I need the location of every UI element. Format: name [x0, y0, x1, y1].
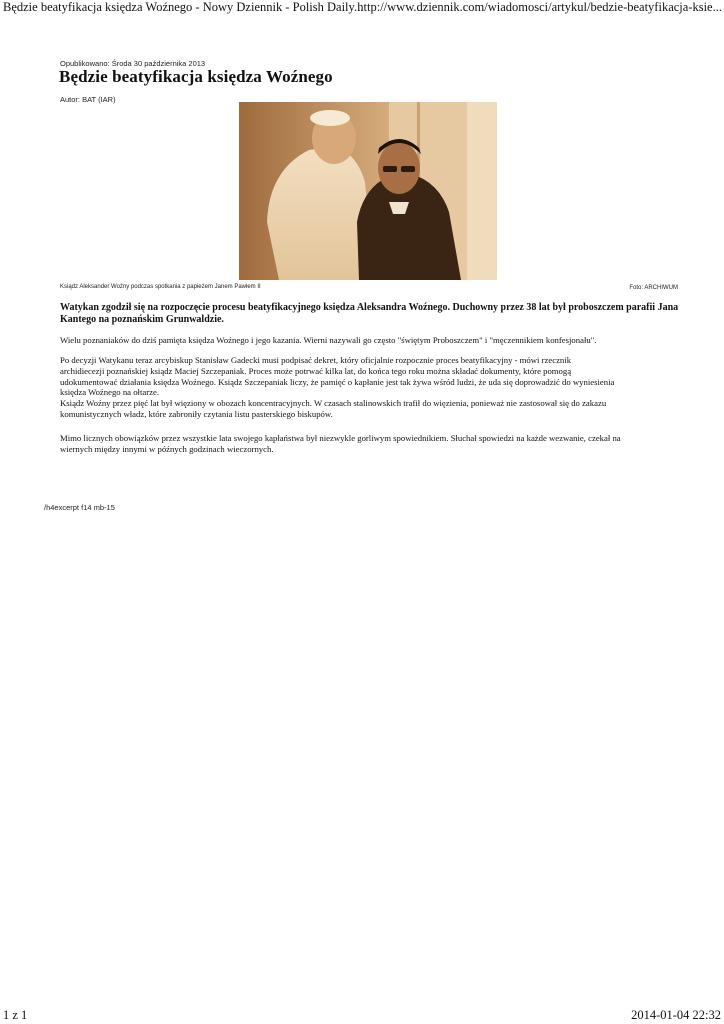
article-photo	[239, 102, 497, 280]
print-header-url[interactable]: http://www.dziennik.com/wiadomosci/artykul/bedzie-beatyfikacja-ksie...	[357, 0, 722, 14]
paragraph-line: Wielu poznaniaków do dziś pamięta księdza Woźnego i jego kazania. Wierni nazywali go często "świętym Proboszczem" i "męczennikiem konfesjonału".	[60, 335, 597, 345]
paragraph-line: wiernych między innymi w późnych godzinach wieczornych.	[60, 443, 274, 454]
print-footer-datetime: 2014-01-04 22:32	[631, 1008, 721, 1022]
article-paragraph-2	[60, 355, 690, 420]
paragraph-line: księdza Woźnego na ołtarze.	[60, 387, 160, 398]
article-author: Autor: BAT (IAR)	[60, 95, 116, 104]
paragraph-line: komunistycznych władz, które zabroniły czytania listu pasterskiego biskupów.	[60, 408, 333, 419]
article-lead: Watykan zgodził się na rozpoczęcie procesu beatyfikacyjnego księdza Aleksandra Woźnego. Duchowny przez 38 lat był proboszczem parafii Jana Kantego na poznańskim Grunwaldzie.	[60, 302, 679, 325]
print-footer-page-number: 1 z 1	[3, 1008, 28, 1022]
paragraph-line: udokumentować działania księdza Woźnego. Ksiądz Szczepaniak liczy, że pamięć o kapłanie jest tak żywa wśród ludzi, że uda się doprowadzić do wyniesienia	[60, 376, 615, 387]
paragraph-line: Mimo licznych obowiązków przez wszystkie lata swojego kapłaństwa był niezwykle gorliwym spowiednikiem. Słuchał spowiedzi na każde wezwanie, czekał na	[60, 433, 621, 443]
paragraph-line: Ksiądz Woźny przez pięć lat był więziony w obozach koncentracyjnych. W czasach stalinowskich trafił do więzienia, ponieważ nie zastosował się do zakazu	[60, 398, 607, 409]
print-header-page-title: Będzie beatyfikacja księdza Woźnego - Nowy Dziennik - Polish Daily...	[3, 0, 364, 14]
published-date: Opublikowano: Środa 30 października 2013	[60, 59, 206, 68]
article-paragraph-1	[60, 335, 690, 346]
photo-credit: Foto: ARCHIWUM	[629, 285, 678, 291]
photo-caption: Ksiądz Aleksander Woźny podczas spotkania z papieżem Janem Pawłem II	[60, 284, 261, 290]
paragraph-line: archidiecezji poznańskiej ksiądz Maciej Szczepaniak. Proces może potrwać kilka lat, do końca tego roku można składać dokumenty, które pomogą	[60, 365, 572, 376]
article-title: Będzie beatyfikacja księdza Woźnego	[59, 67, 333, 86]
paragraph-line: Po decyzji Watykanu teraz arcybiskup Stanisław Gadecki musi podpisać dekret, który oficjalnie rozpocznie proces beatyfikacyjny - mówi rzecznik	[60, 355, 572, 365]
article-paragraph-3	[60, 433, 690, 455]
code-note: /h4excerpt f14 mb-15	[44, 503, 115, 512]
